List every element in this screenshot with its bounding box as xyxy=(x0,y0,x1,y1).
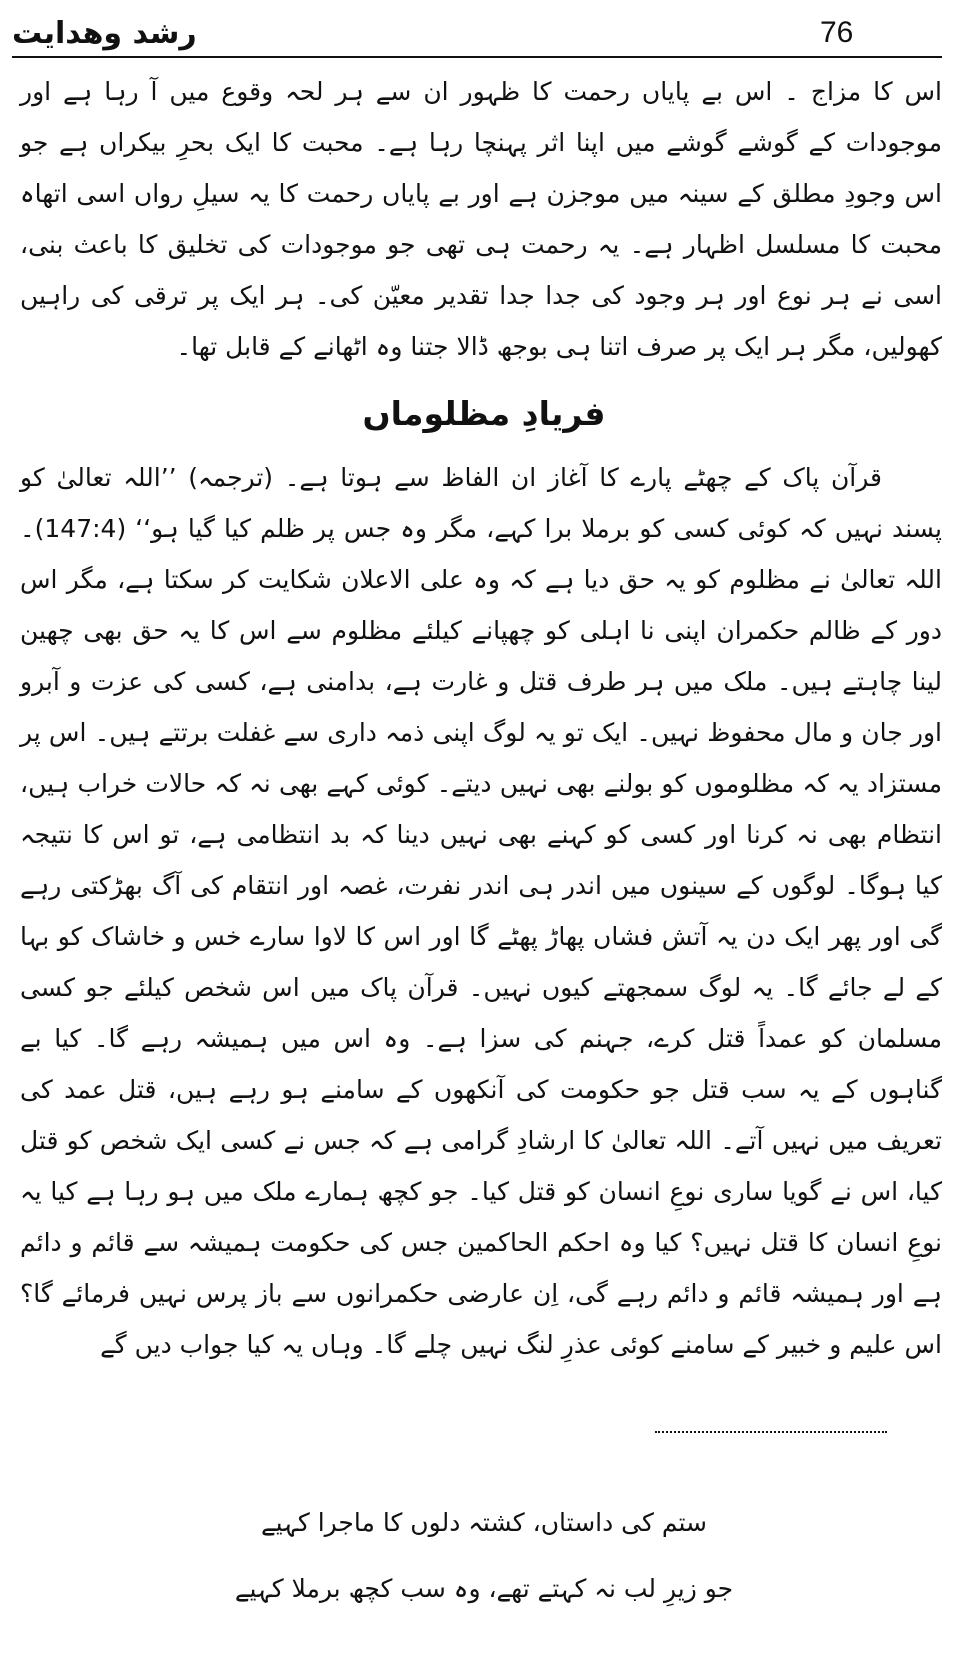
page-number: 76 xyxy=(820,16,854,49)
verse-line-1: ستم کی داستاں، کشتہ دلوں کا ماجرا کہیے xyxy=(261,1508,707,1537)
page-header xyxy=(12,8,942,58)
header-rule xyxy=(12,56,942,58)
paragraph-1: اس کا مزاج ۔ اس بے پایاں رحمت کا ظہور ان سے ہر لحہ وقوع میں آ رہا ہے اور موجودات کے گوشے گوشے میں اپنا اثر پہنچا رہا ہے۔ محبت کا ایک بحرِ بیکراں ہے جو اس وجودِ مطلق کے سینہ میں موجزن ہے اور بے پایاں رحمت کا یہ سیلِ رواں اسی اتھاہ محبت کا مسلسل اظہار ہے۔ یہ رحمت ہی تھی جو موجودات کی تخلیق کا باعث بنی، اسی نے ہر نوع اور ہر وجود کی جدا جدا تقدیر معیّن کی۔ ہر ایک پر ترقی کی راہیں کھولیں، مگر ہر ایک پر صرف اتنا ہی بوجھ ڈالا جتنا وہ اٹھانے کے قابل تھا۔ xyxy=(20,77,942,361)
verse-line-2: جو زیرِ لب نہ کہتے تھے، وہ سب کچھ برملا کہیے xyxy=(234,1574,734,1603)
dotted-leader xyxy=(655,1431,887,1433)
running-head: رشد وھدایت xyxy=(12,16,197,51)
section-heading: فریادِ مظلوماں xyxy=(362,394,606,433)
paragraph-2: قرآن پاک کے چھٹے پارے کا آغاز ان الفاظ سے ہوتا ہے۔ (ترجمہ) ’’اللہ تعالیٰ کو پسند نہیں کہ کوئی کسی کو برملا برا کہے، مگر وہ جس پر ظلم کیا گیا ہو‘‘ (147:4)۔ اللہ تعالیٰ نے مظلوم کو یہ حق دیا ہے کہ وہ علی الاعلان شکایت کر سکتا ہے، مگر اس دور کے ظالم حکمران اپنی نا اہلی کو چھپانے کیلئے مظلوم سے اس کا یہ حق بھی چھین لینا چاہتے ہیں۔ ملک میں ہر طرف قتل و غارت ہے، بدامنی ہے، کسی کی عزت و آبرو اور جان و مال محفوظ نہیں۔ ایک تو یہ لوگ اپنی ذمہ داری سے غفلت برتتے ہیں۔ اس پر مستزاد یہ کہ مظلوموں کو بولنے بھی نہیں دیتے۔ کوئی کہے بھی نہ کہ حالات خراب ہیں، انتظام بھی نہ کرنا اور کسی کو کہنے بھی نہیں دینا کہ بد انتظامی ہے، تو اس کا نتیجہ کیا ہوگا۔ لوگوں کے سینوں میں اندر ہی اندر نفرت، غصہ اور انتقام کی آگ بھڑکتی رہے گی اور پھر ایک دن یہ آتش فشاں پھاڑ پھٹے گا اور اس کا لاوا سارے خس و خاشاک کو بہا کے لے جائے گا۔ یہ لوگ سمجھتے کیوں نہیں۔ قرآن پاک میں اس شخص کیلئے جو کسی مسلمان کو عمداً قتل کرے، جہنم کی سزا ہے۔ وہ اس میں ہمیشہ رہے گا۔ کیا بے گناہوں کے یہ سب قتل جو حکومت کی آنکھوں کے سامنے ہو رہے ہیں، قتل عمد کی تعریف میں نہیں آتے۔ اللہ تعالیٰ کا ارشادِ گرامی ہے کہ جس نے کسی ایک شخص کو قتل کیا، اس نے گویا ساری نوعِ انسان کو قتل کیا۔ جو کچھ ہمارے ملک میں ہو رہا ہے کیا یہ نوعِ انسان کا قتل نہیں؟ کیا وہ احکم الحاکمین جس کی حکومت ہمیشہ سے قائم و دائم ہے اور ہمیشہ قائم و دائم رہے گی، اِن عارضی حکمرانوں سے باز پرس نہیں فرمائے گا؟ اس علیم و خبیر کے سامنے کوئی عذرِ لنگ نہیں چلے گا۔ وہاں یہ کیا جواب دیں گے xyxy=(20,463,942,1359)
